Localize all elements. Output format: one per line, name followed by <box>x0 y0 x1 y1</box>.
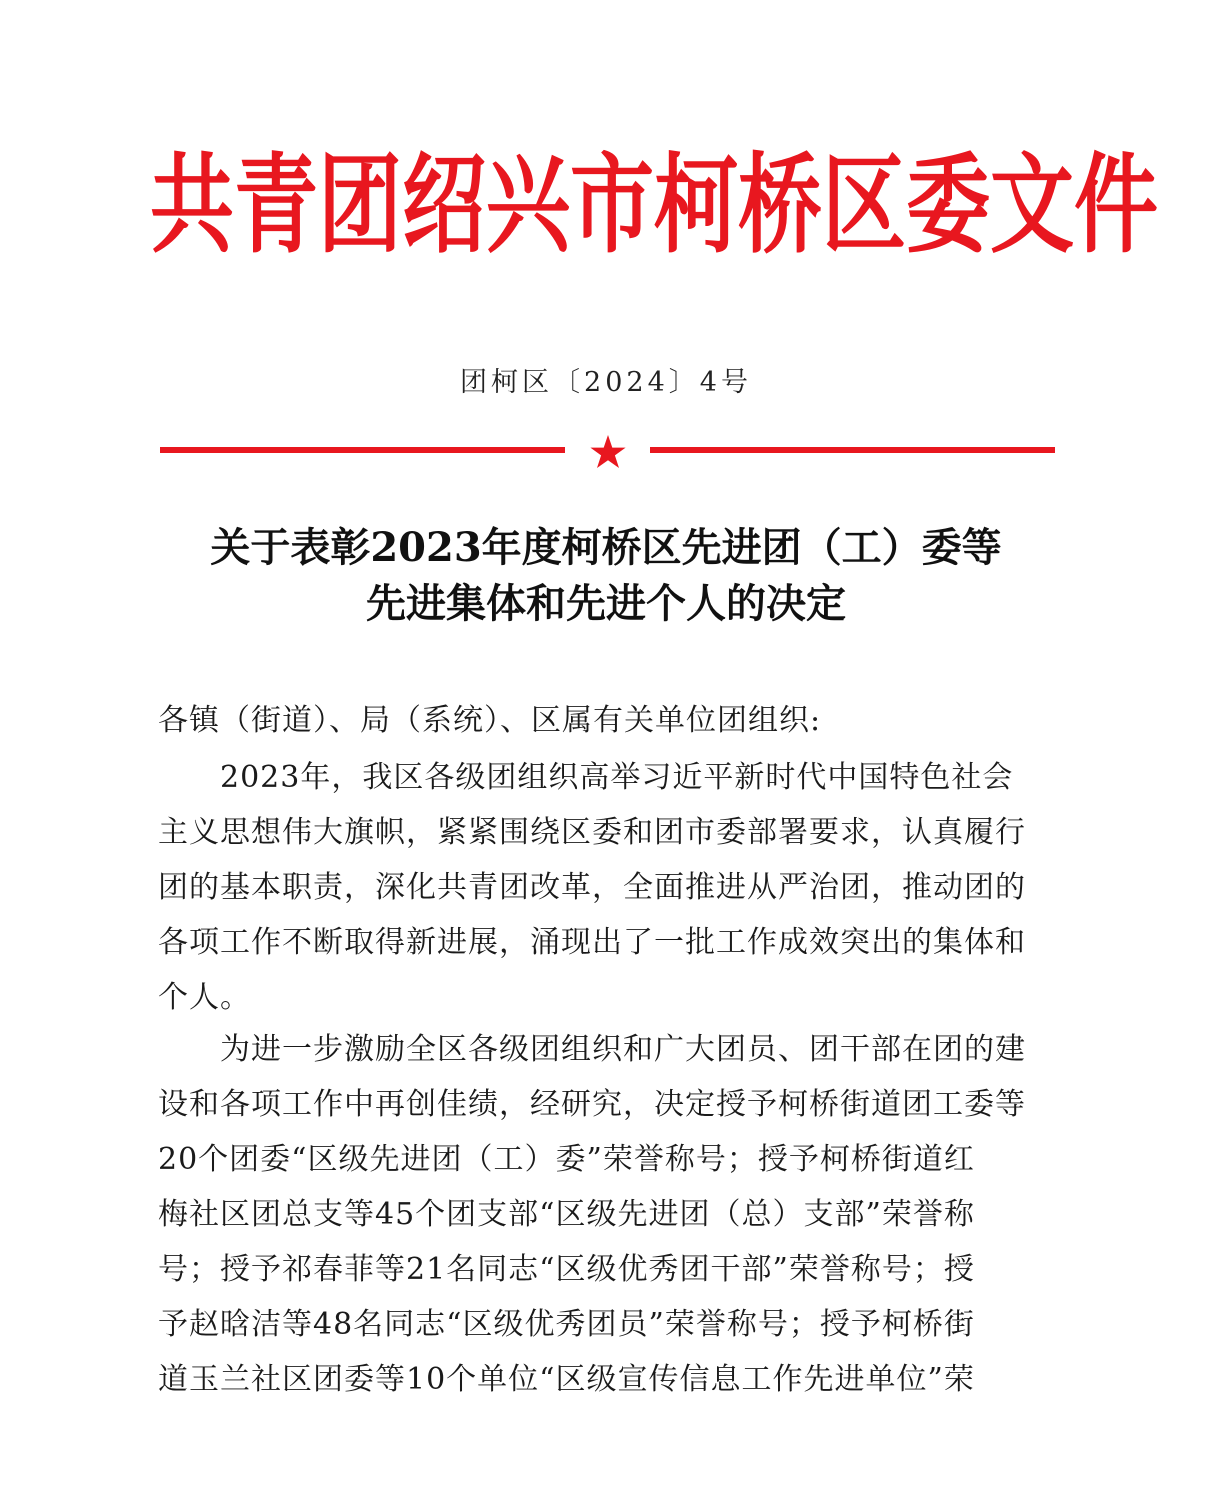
document-header-title: 共青团绍兴市柯桥区委文件 <box>150 142 1159 268</box>
addressee-line: 各镇（街道）、局（系统）、区属有关单位团组织: <box>158 703 822 738</box>
paragraph-line: 2023年，我区各级团组织高举习近平新时代中国特色社会 <box>220 760 1014 795</box>
body-paragraph-2 <box>158 1022 1058 1407</box>
paragraph-line: 团的基本职责，深化共青团改革，全面推进从严治团，推动团的 <box>158 870 1026 905</box>
paragraph-line: 梅社区团总支等45个团支部“区级先进团（总）支部”荣誉称 <box>158 1197 975 1232</box>
paragraph-line: 20个团委“区级先进团（工）委”荣誉称号；授予柯桥街道红 <box>158 1142 975 1177</box>
star-icon <box>588 432 628 472</box>
paragraph-line: 予赵晗洁等48名同志“区级优秀团员”荣誉称号；授予柯桥街 <box>158 1307 975 1342</box>
separator-line-right <box>650 447 1055 453</box>
decision-title-line-1: 关于表彰2023年度柯桥区先进团（工）委等 <box>210 524 1002 571</box>
separator-line-left <box>160 447 565 453</box>
paragraph-line: 道玉兰社区团委等10个单位“区级宣传信息工作先进单位”荣 <box>158 1362 975 1397</box>
paragraph-line: 各项工作不断取得新进展，涌现出了一批工作成效突出的集体和 <box>158 925 1026 960</box>
paragraph-line: 个人。 <box>158 980 251 1015</box>
paragraph-line: 为进一步激励全区各级团组织和广大团员、团干部在团的建 <box>220 1032 1026 1067</box>
paragraph-line: 主义思想伟大旗帜，紧紧围绕区委和团市委部署要求，认真履行 <box>158 815 1026 850</box>
header-separator <box>160 432 1055 472</box>
body-paragraph-1 <box>158 750 1058 1025</box>
decision-title <box>130 520 1082 632</box>
paragraph-line: 号；授予祁春菲等21名同志“区级优秀团干部”荣誉称号；授 <box>158 1252 975 1287</box>
decision-title-line-2: 先进集体和先进个人的决定 <box>366 580 846 627</box>
paragraph-line: 设和各项工作中再创佳绩，经研究，决定授予柯桥街道团工委等 <box>158 1087 1026 1122</box>
document-number: 团柯区〔2024〕4号 <box>460 367 752 398</box>
